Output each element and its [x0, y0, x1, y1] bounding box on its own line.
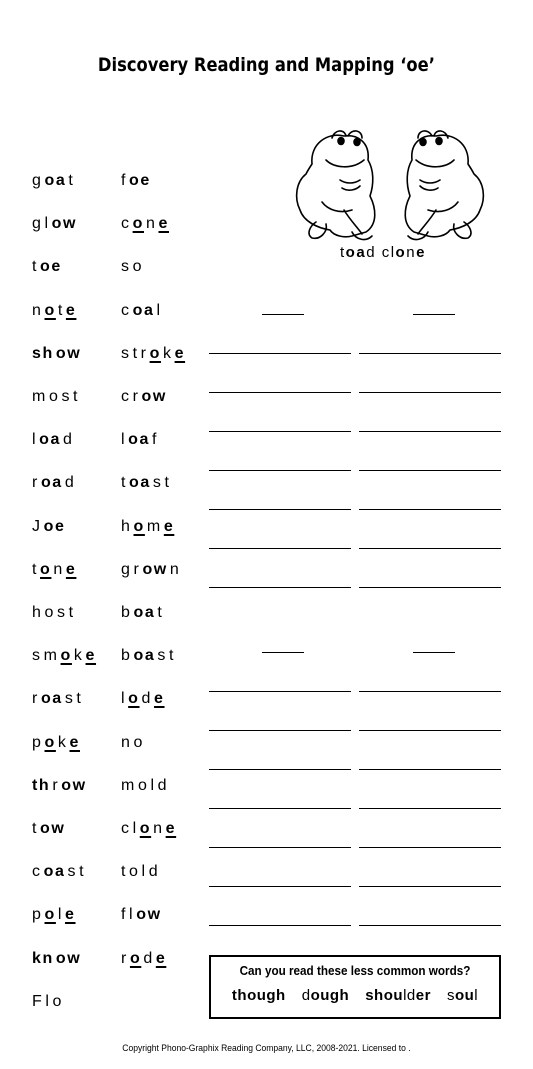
answer-line[interactable]: [209, 808, 351, 809]
letter-segment: s: [64, 690, 75, 708]
letter-segment: t: [57, 301, 64, 319]
word-item: [32, 470, 77, 496]
box-question: Can you read these less common words?: [239, 963, 471, 978]
word-item: [121, 816, 178, 842]
letter-segment: ow: [136, 906, 162, 924]
letter-segment: e: [154, 690, 165, 708]
letter-segment: l: [403, 987, 407, 1004]
answer-line[interactable]: [209, 769, 351, 770]
letter-segment: t: [32, 560, 39, 578]
letter-segment: c: [381, 244, 391, 261]
letter-segment: o: [149, 344, 161, 362]
answer-line[interactable]: [359, 886, 501, 887]
letter-segment: c: [32, 863, 42, 881]
letter-segment: ow: [40, 820, 66, 837]
answer-line[interactable]: [209, 392, 351, 393]
letter-segment: ow: [141, 388, 167, 405]
letter-segment: l: [390, 244, 396, 261]
letter-segment: ough: [310, 987, 350, 1004]
letter-segment: o: [48, 388, 60, 405]
box-word: [365, 987, 431, 1004]
letter-segment: t: [132, 344, 139, 362]
letter-segment: l: [129, 906, 135, 924]
letter-segment: t: [68, 604, 75, 621]
letter-segment: d: [366, 244, 377, 261]
word-item: [32, 600, 77, 626]
letter-segment: oe: [40, 258, 62, 276]
word-item: [121, 254, 145, 280]
letter-segment: l: [32, 431, 38, 449]
letter-segment: e: [165, 820, 177, 837]
letter-segment: g: [32, 215, 43, 233]
letter-segment: d: [143, 949, 154, 967]
letter-segment: d: [301, 987, 311, 1004]
box-word-list: [211, 987, 499, 1004]
word-item: [32, 514, 67, 540]
letter-segment: e: [65, 301, 77, 319]
letter-segment: l: [132, 820, 138, 837]
letter-segment: e: [65, 560, 77, 578]
answer-line[interactable]: [209, 730, 351, 731]
letter-segment: o: [128, 690, 140, 708]
letter-segment: r: [121, 949, 128, 967]
word-item: [32, 643, 98, 669]
letter-segment: o: [139, 820, 152, 837]
word-item: [32, 816, 67, 842]
letter-segment: r: [32, 474, 39, 492]
letter-segment: o: [129, 949, 142, 967]
letter-segment: n: [53, 560, 64, 578]
letter-segment: ou: [454, 987, 475, 1004]
letter-segment: l: [141, 863, 147, 881]
word-item: [121, 341, 187, 367]
letter-segment: r: [132, 388, 140, 405]
letter-segment: oa: [44, 172, 67, 189]
letter-segment: s: [446, 987, 455, 1004]
letter-segment: t: [168, 647, 176, 665]
letter-segment: e: [158, 215, 169, 233]
answer-line[interactable]: [209, 691, 351, 692]
letter-segment: l: [156, 301, 162, 319]
word-item: [32, 168, 76, 194]
toad-clone-caption: [340, 244, 426, 261]
letter-segment: l: [121, 431, 127, 449]
letter-segment: t: [164, 474, 171, 492]
letter-segment: d: [63, 431, 74, 449]
letter-segment: r: [133, 560, 141, 578]
letter-segment: kn: [32, 949, 54, 967]
letter-segment: d: [157, 776, 169, 794]
letter-segment: o: [40, 560, 52, 578]
letter-segment: e: [416, 244, 426, 261]
letter-segment: n: [121, 733, 132, 751]
letter-segment: l: [45, 992, 51, 1010]
letter-segment: t: [32, 820, 39, 837]
word-item: [32, 557, 78, 583]
letter-segment: n: [145, 215, 157, 233]
letter-segment: o: [133, 733, 144, 751]
letter-segment: oa: [132, 301, 155, 319]
answer-line[interactable]: [359, 587, 501, 588]
letter-segment: p: [32, 733, 43, 751]
letter-segment: c: [121, 820, 131, 837]
answer-line[interactable]: [209, 847, 351, 848]
less-common-words-box: [209, 955, 501, 1019]
word-item: [121, 859, 161, 885]
letter-segment: c: [121, 301, 131, 319]
letter-segment: h: [121, 517, 132, 535]
answer-line[interactable]: [359, 431, 501, 432]
letter-segment: oa: [40, 474, 63, 492]
letter-segment: e: [69, 733, 80, 751]
letter-segment: F: [32, 992, 44, 1010]
letter-segment: k: [73, 647, 84, 665]
word-item: [32, 946, 83, 972]
letter-segment: d: [148, 863, 160, 881]
letter-segment: h: [32, 604, 43, 621]
answer-line[interactable]: [359, 691, 501, 692]
letter-segment: o: [133, 517, 145, 535]
word-item: [121, 643, 177, 669]
answer-line[interactable]: [359, 808, 501, 809]
answer-line[interactable]: [209, 548, 351, 549]
letter-segment: k: [162, 344, 173, 362]
letter-segment: o: [129, 863, 140, 881]
box-word: [302, 987, 350, 1004]
letter-segment: ow: [55, 949, 82, 967]
letter-segment: l: [474, 987, 479, 1004]
two-frogs-illustration: [282, 124, 498, 250]
letter-segment: t: [73, 388, 80, 405]
word-item: [121, 773, 170, 799]
letter-segment: r: [52, 776, 60, 794]
answer-line[interactable]: [209, 587, 351, 588]
letter-segment: r: [32, 690, 39, 708]
letter-segment: o: [44, 906, 56, 924]
letter-segment: sh: [365, 987, 384, 1004]
word-item: [121, 211, 171, 237]
answer-line[interactable]: [359, 392, 501, 393]
word-item: [32, 686, 84, 712]
word-item: [32, 773, 89, 799]
letter-segment: t: [68, 172, 75, 189]
answer-line[interactable]: [209, 509, 351, 510]
answer-line[interactable]: [209, 925, 351, 926]
word-item: [121, 946, 168, 972]
word-item: [121, 730, 146, 756]
letter-segment: sh: [32, 344, 54, 362]
word-item: [32, 211, 79, 237]
letter-segment: oe: [43, 517, 66, 535]
answer-line[interactable]: [359, 353, 501, 354]
letter-segment: n: [169, 560, 181, 578]
box-word: [232, 987, 286, 1004]
word-item: [32, 254, 64, 280]
word-item: [121, 557, 182, 583]
letter-segment: g: [32, 172, 43, 189]
copyright-footer: Copyright Phono-Graphix Reading Company, LLC, 2008-2021. Licensed to .: [122, 1043, 411, 1054]
letter-segment: oa: [345, 244, 367, 261]
letter-segment: n: [153, 820, 164, 837]
letter-segment: t: [79, 863, 86, 881]
letter-segment: th: [231, 987, 248, 1004]
word-item: [121, 686, 167, 712]
letter-segment: e: [85, 647, 97, 665]
letter-segment: ow: [142, 560, 168, 578]
answer-line[interactable]: [209, 353, 351, 354]
letter-segment: m: [146, 517, 162, 535]
letter-segment: c: [121, 388, 131, 405]
answer-line[interactable]: [209, 431, 351, 432]
letter-segment: o: [132, 215, 144, 233]
letter-segment: oa: [133, 604, 156, 621]
box-word: [447, 987, 478, 1004]
letter-segment: J: [32, 517, 42, 535]
letter-segment: oa: [129, 474, 151, 492]
letter-segment: m: [121, 776, 136, 794]
word-item: [32, 859, 87, 885]
word-item: [32, 989, 65, 1015]
letter-segment: l: [121, 690, 127, 708]
letter-segment: ow: [61, 776, 87, 794]
letter-segment: f: [121, 906, 128, 924]
letter-segment: s: [67, 863, 78, 881]
letter-segment: g: [121, 560, 132, 578]
letter-segment: n: [406, 244, 417, 261]
answer-line[interactable]: [359, 925, 501, 926]
letter-segment: d: [64, 474, 76, 492]
letter-segment: th: [32, 776, 51, 794]
letter-segment: s: [57, 604, 67, 621]
letter-segment: o: [52, 992, 64, 1010]
letter-segment: t: [121, 863, 128, 881]
letter-segment: l: [44, 215, 50, 233]
letter-segment: e: [65, 906, 76, 924]
letter-segment: ow: [51, 215, 78, 233]
letter-segment: m: [32, 388, 47, 405]
answer-line[interactable]: [359, 769, 501, 770]
letter-segment: b: [121, 604, 132, 621]
letter-segment: oa: [43, 863, 66, 881]
letter-segment: o: [137, 776, 149, 794]
letter-segment: ow: [55, 344, 82, 362]
word-item: [121, 298, 164, 324]
letter-segment: s: [121, 258, 131, 276]
letter-segment: oe: [129, 172, 151, 189]
letter-segment: e: [155, 949, 167, 967]
letter-segment: s: [157, 647, 167, 665]
letter-segment: o: [395, 244, 407, 261]
answer-line[interactable]: [413, 314, 455, 315]
answer-line[interactable]: [359, 509, 501, 510]
letter-segment: oa: [128, 431, 151, 449]
letter-segment: e: [174, 344, 186, 362]
letter-segment: t: [340, 244, 346, 261]
letter-segment: t: [32, 258, 39, 276]
letter-segment: ough: [247, 987, 286, 1004]
letter-segment: r: [140, 344, 148, 362]
letter-segment: ou: [383, 987, 404, 1004]
word-item: [32, 730, 82, 756]
letter-segment: d: [406, 987, 416, 1004]
letter-segment: p: [32, 906, 43, 924]
word-item: [121, 514, 176, 540]
letter-segment: t: [121, 474, 128, 492]
letter-segment: k: [57, 733, 68, 751]
word-item: [121, 600, 165, 626]
word-item: [121, 168, 153, 194]
letter-segment: f: [121, 172, 128, 189]
letter-segment: s: [61, 388, 72, 405]
answer-line[interactable]: [209, 886, 351, 887]
answer-line[interactable]: [209, 470, 351, 471]
answer-line[interactable]: [359, 470, 501, 471]
letter-segment: o: [44, 301, 56, 319]
word-item: [32, 341, 83, 367]
word-item: [121, 470, 173, 496]
word-item: [32, 427, 76, 453]
letter-segment: o: [60, 647, 72, 665]
letter-segment: oa: [40, 690, 63, 708]
page-title: Discovery Reading and Mapping ‘oe’: [97, 54, 435, 76]
answer-line[interactable]: [359, 548, 501, 549]
letter-segment: l: [57, 906, 64, 924]
letter-segment: n: [32, 301, 43, 319]
letter-segment: s: [121, 344, 131, 362]
letter-segment: t: [76, 690, 83, 708]
letter-segment: m: [43, 647, 59, 665]
letter-segment: f: [152, 431, 159, 449]
answer-line[interactable]: [262, 652, 304, 653]
letter-segment: c: [121, 215, 131, 233]
word-item: [32, 902, 78, 928]
word-item: [121, 427, 160, 453]
letter-segment: er: [415, 987, 431, 1004]
letter-segment: oa: [133, 647, 156, 665]
letter-segment: d: [141, 690, 153, 708]
word-item: [32, 298, 78, 324]
letter-segment: e: [163, 517, 175, 535]
answer-line[interactable]: [359, 847, 501, 848]
word-item: [121, 384, 169, 410]
letter-segment: o: [44, 733, 56, 751]
word-item: [121, 902, 164, 928]
letter-segment: oa: [39, 431, 62, 449]
letter-segment: s: [32, 647, 42, 665]
answer-line[interactable]: [262, 314, 304, 315]
letter-segment: s: [152, 474, 163, 492]
word-item: [32, 384, 81, 410]
answer-line[interactable]: [359, 730, 501, 731]
letter-segment: b: [121, 647, 132, 665]
letter-segment: o: [132, 258, 144, 276]
letter-segment: o: [44, 604, 55, 621]
letter-segment: l: [150, 776, 156, 794]
answer-line[interactable]: [413, 652, 455, 653]
letter-segment: t: [157, 604, 164, 621]
